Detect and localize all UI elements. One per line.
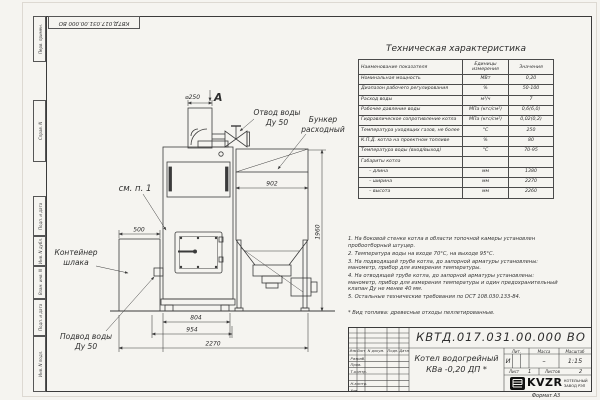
label-podvod-2: Ду 50 [74, 342, 98, 351]
spec-name: Габариты котла [359, 157, 463, 167]
note-4: 4. На отводящей трубе котла, до запорной арматуры установлены: манометр, прибор для измерения температуры и один предохранительный клапан Ду не менее 40 мм. [348, 273, 558, 292]
side-stamp-label: Подп. и дата [38, 303, 43, 332]
side-stamp-label: Перв. примен. [38, 23, 43, 55]
chimney [188, 108, 212, 148]
label-bunker-1: Бункер [308, 115, 338, 124]
spec-units: МВт [463, 75, 509, 85]
doc-number: КВТД.017.031.00.000 ВО [416, 330, 586, 344]
col-header-ndokum: N докум. [367, 349, 385, 353]
fuel-bunker [235, 149, 317, 311]
row-label-utv: Утв. [350, 387, 359, 393]
note-2: 2. Температура воды на входе 70°С, на выходе 95°С. [348, 250, 495, 257]
logo-caption-line2: ЗАВОД РЭП [564, 384, 586, 388]
logo-caption-line1: КОТЕЛЬНЫЙ [564, 379, 588, 383]
product-name-line1: Котел водогрейный [414, 354, 499, 363]
tech-spec-table [358, 59, 554, 199]
spec-name: К.П.Д. котла на проектном топливе [359, 136, 463, 146]
kvzr-logo-icon [510, 377, 525, 390]
spec-units [463, 157, 509, 167]
product-name-line2: КВа -0,20 ДП * [426, 365, 487, 374]
row-label-nkontr: Н.контр. [350, 381, 368, 387]
col-header-name: Наименование показателя [359, 60, 463, 75]
dimensions [119, 90, 326, 352]
side-stamp-label: Подп. и дата [38, 202, 43, 230]
col-header-list: Лист [357, 349, 366, 353]
spec-name: – длина [359, 167, 463, 177]
spec-units: °С [463, 126, 509, 136]
spec-value: 70-95 [509, 147, 554, 157]
spec-name: Гидравлическое сопротивление котла [359, 116, 463, 126]
water-inlet-fitting [154, 268, 163, 276]
spec-units: МПа (кгс/см²) [463, 116, 509, 126]
spec-name: Диапазон рабочего регулирования [359, 85, 463, 95]
label-see-note: см. п. 1 [118, 184, 152, 194]
spec-units: МПа (кгс/см²) [463, 105, 509, 115]
dim-d250: ⌀250 [185, 94, 201, 101]
spec-name: Рабочее давление воды [359, 105, 463, 115]
sheet-value: 1 [528, 368, 532, 375]
table-header-row [359, 60, 554, 75]
table-row [359, 126, 554, 136]
table-row [359, 188, 554, 198]
dim-500: 500 [133, 226, 145, 234]
spec-name: – высота [359, 188, 463, 198]
col-header-values: Значения [509, 60, 554, 75]
label-otvod-2: Ду 50 [265, 118, 289, 127]
table-row [359, 147, 554, 157]
spec-name: – ширина [359, 177, 463, 187]
spec-name: Номинальная мощность [359, 75, 463, 85]
lower-door [175, 232, 223, 273]
scale-header: Масштаб [565, 348, 585, 354]
sheets-value: 2 [579, 368, 583, 375]
table-title: Техническая характеристика [386, 44, 526, 54]
note-3: 3. На подводящей трубе котла, до запорной арматуры установлены: манометр, прибор для измерения температуры. [348, 258, 539, 271]
label-bunker-2: расходный [301, 125, 345, 134]
mass-header: Масса [537, 348, 551, 354]
label-otvod-1: Отвод воды [253, 108, 301, 117]
kvzr-logo-text: KVZR [527, 376, 563, 389]
spec-name: Температура воды (вход/выход) [359, 147, 463, 157]
format-note: Формат А3 [531, 392, 561, 399]
dim-804: 804 [190, 314, 202, 322]
spec-value: 0,02(0,2) [509, 116, 554, 126]
side-stamp-label: Взам. инв. N [38, 269, 43, 296]
sheets-label: Листов [545, 369, 560, 374]
spec-units: м³/ч [463, 95, 509, 105]
table-row [359, 95, 554, 105]
note-1: 1. На боковой стенке котла в области топочной камеры установлен пробоотборный штуцер. [348, 236, 536, 249]
title-block [348, 327, 592, 392]
spec-value: 0,20 [509, 75, 554, 85]
dim-1960: 1960 [314, 224, 322, 240]
mass-value: – [542, 357, 546, 365]
spec-units: % [463, 85, 509, 95]
spec-units: °С [463, 147, 509, 157]
spec-value: 2270 [509, 177, 554, 187]
spec-value: 0,6(6,0) [509, 105, 554, 115]
table-row [359, 167, 554, 177]
dim-2270: 2270 [205, 340, 221, 348]
table-row [359, 177, 554, 187]
side-stamp-label: Инв. N дубл. [38, 237, 43, 265]
label-podvod-1: Подвод воды [59, 332, 113, 341]
boiler-drawing [40, 20, 350, 392]
spec-value [509, 157, 554, 167]
lit-header: Лит. [511, 348, 522, 354]
note-5: 5. Остальные технические требования по ОСТ 108.030.133-84. [348, 294, 521, 300]
scale-value: 1:15 [567, 357, 583, 365]
spec-units: мм [463, 167, 509, 177]
spec-name: Расход воды [359, 95, 463, 105]
spec-value: 250 [509, 126, 554, 136]
upper-door [167, 162, 230, 197]
col-header-podp: Подп. [387, 349, 399, 353]
side-stamp-label: Справ. N [38, 121, 43, 141]
table-row [359, 85, 554, 95]
col-header-data: Дата [399, 349, 409, 353]
dim-954: 954 [186, 326, 198, 334]
spec-value: 80 [509, 136, 554, 146]
lit-value: И [505, 357, 511, 365]
spec-value: 7 [509, 95, 554, 105]
table-row [359, 157, 554, 167]
spec-value: 2260 [509, 188, 554, 198]
top-stamp-number: КВТД.017.031.00.000 ВО [58, 20, 130, 26]
table-row [359, 136, 554, 146]
row-label-tkontr: Т.контр. [350, 368, 367, 374]
sheet-label: Лист [509, 369, 520, 374]
spec-units: мм [463, 188, 509, 198]
table-row [359, 75, 554, 85]
view-a-label: А [214, 91, 223, 104]
spec-value: 50-100 [509, 85, 554, 95]
col-header-izm: Изм. [349, 349, 358, 353]
label-container-1: Контейнер [54, 248, 98, 257]
dim-902: 902 [266, 180, 278, 188]
technical-notes [348, 236, 564, 302]
side-stamp-label: Инв. N подл. [38, 350, 43, 378]
col-header-units: Единицы измерения [463, 60, 509, 75]
table-row [359, 116, 554, 126]
boiler-body [161, 141, 235, 311]
label-container-2: шлака [63, 258, 89, 267]
slag-container [119, 239, 163, 311]
fuel-type-note: * Вид топлива: древесные отходы пеллетированные. [348, 310, 495, 316]
spec-units: мм [463, 177, 509, 187]
spec-name: Температура уходящих газов, не более [359, 126, 463, 136]
vent-cap [219, 152, 223, 156]
row-label-razrab: Разраб. [350, 356, 366, 361]
table-row [359, 105, 554, 115]
row-label-prov: Пров. [350, 362, 362, 368]
spec-value: 1380 [509, 167, 554, 177]
water-outlet-valve [212, 126, 250, 147]
spec-units: % [463, 136, 509, 146]
